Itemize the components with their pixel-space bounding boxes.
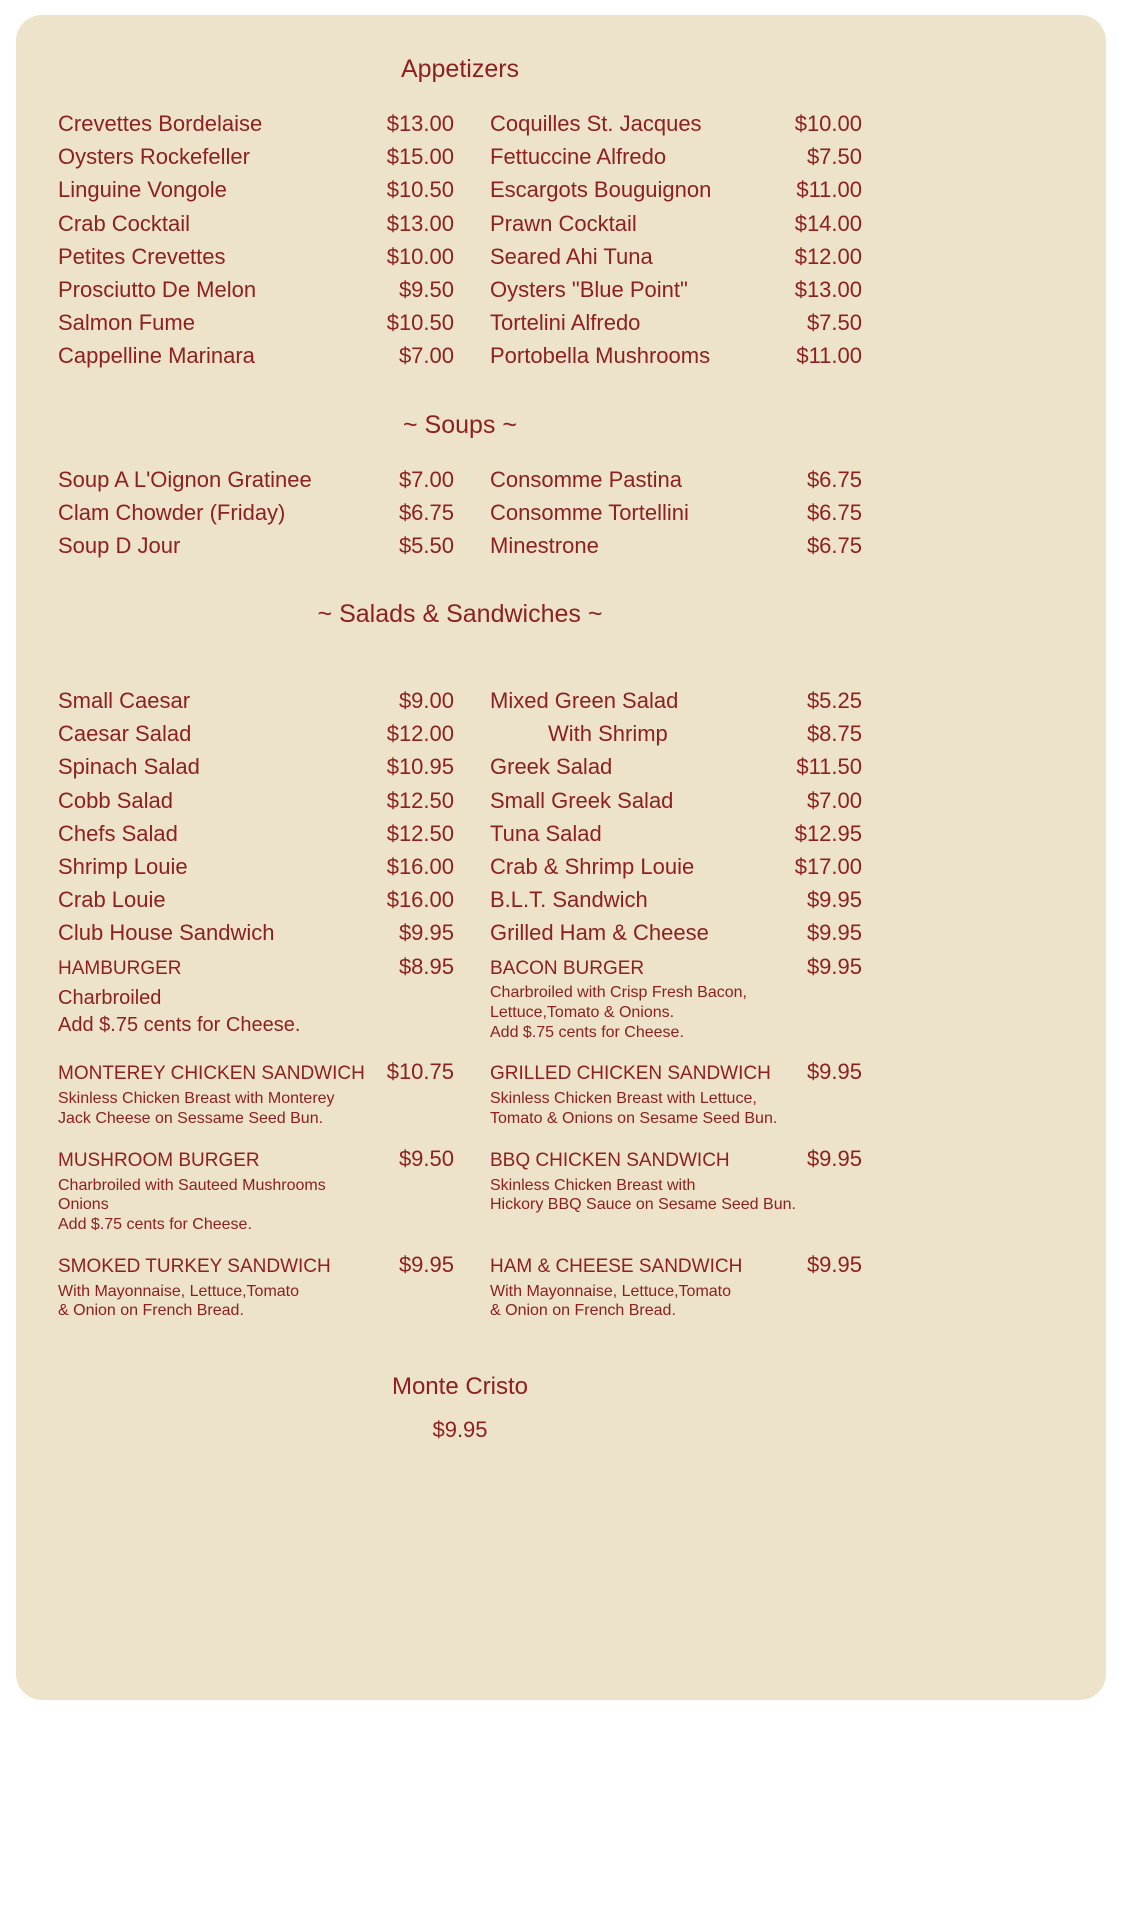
menu-row	[58, 888, 862, 912]
item-description-line: Skinless Chicken Breast with Monterey	[58, 1090, 335, 1108]
menu-item	[58, 534, 454, 558]
item-price: $17.00	[794, 854, 862, 879]
menu-row	[58, 921, 862, 945]
item-name: HAMBURGER	[58, 957, 182, 979]
menu-item	[58, 1253, 454, 1321]
menu-item	[490, 245, 862, 269]
item-description	[490, 983, 862, 1042]
item-description-line: Add $.75 cents for Cheese.	[58, 1215, 252, 1233]
item-name: Soup A L'Oignon Gratinee	[58, 466, 312, 492]
item-description-line: Jack Cheese on Sessame Seed Bun.	[58, 1110, 324, 1128]
item-name: Seared Ahi Tuna	[490, 243, 653, 269]
item-description-line: Onions	[58, 1196, 109, 1214]
item-name: Cappelline Marinara	[58, 343, 255, 369]
menu-item	[490, 722, 862, 746]
menu-item	[58, 955, 454, 1043]
section-title: ~ Soups ~	[403, 410, 517, 439]
item-line	[58, 855, 454, 879]
item-price: $7.50	[806, 310, 862, 336]
item-line	[490, 755, 862, 779]
menu-item	[58, 178, 454, 202]
item-description-line: Skinless Chicken Breast with	[490, 1176, 696, 1194]
menu-section	[58, 411, 862, 559]
item-line	[490, 212, 862, 236]
item-line	[58, 888, 454, 912]
item-line	[490, 822, 862, 846]
item-price: $7.50	[806, 144, 862, 170]
item-price: $6.75	[398, 499, 454, 525]
menu-item	[490, 1147, 862, 1235]
menu-row	[58, 855, 862, 879]
menu-item	[58, 344, 454, 368]
item-name: BBQ CHICKEN SANDWICH	[490, 1149, 730, 1171]
menu-row	[58, 501, 862, 525]
menu-item	[58, 468, 454, 492]
menu-row	[58, 311, 862, 335]
item-name: B.L.T. Sandwich	[490, 887, 648, 913]
item-name: Small Greek Salad	[490, 787, 674, 813]
item-name: Small Caesar	[58, 688, 191, 714]
item-price: $12.50	[386, 820, 454, 846]
menu-item	[490, 822, 862, 846]
item-price: $5.25	[806, 688, 862, 714]
menu-sections	[58, 55, 862, 1321]
item-line	[58, 755, 454, 779]
menu-item	[490, 921, 862, 945]
item-price: $13.00	[794, 276, 862, 302]
menu-row	[58, 722, 862, 746]
item-description	[58, 1089, 454, 1128]
menu-section	[58, 55, 862, 369]
item-description	[58, 1176, 454, 1235]
menu-item	[58, 212, 454, 236]
item-line	[490, 534, 862, 558]
item-line	[58, 722, 454, 746]
item-line	[490, 888, 862, 912]
item-name: Tortelini Alfredo	[490, 310, 641, 336]
menu-row	[58, 789, 862, 813]
item-line	[58, 689, 454, 713]
item-name: Mixed Green Salad	[490, 688, 679, 714]
menu-item	[58, 888, 454, 912]
item-description-line: With Mayonnaise, Lettuce,Tomato	[490, 1282, 732, 1300]
item-name: With Shrimp	[548, 721, 668, 747]
menu-item	[490, 311, 862, 335]
item-price: $9.95	[806, 1145, 862, 1171]
menu-item	[490, 344, 862, 368]
item-name: Club House Sandwich	[58, 920, 275, 946]
item-price: $10.50	[386, 310, 454, 336]
item-line	[58, 921, 454, 945]
item-name: Escargots Bouguignon	[490, 177, 712, 203]
item-price: $10.95	[386, 754, 454, 780]
item-price: $16.00	[386, 854, 454, 879]
item-price: $6.75	[806, 466, 862, 492]
item-price: $8.75	[806, 721, 862, 747]
item-name: SMOKED TURKEY SANDWICH	[58, 1255, 331, 1277]
item-name: Linguine Vongole	[58, 177, 227, 203]
item-name: GRILLED CHICKEN SANDWICH	[490, 1063, 771, 1085]
item-name: Minestrone	[490, 532, 599, 558]
menu-item	[58, 311, 454, 335]
item-price: $9.95	[398, 1251, 454, 1277]
item-price: $11.00	[796, 177, 862, 203]
item-price: $13.00	[386, 111, 454, 136]
menu-item	[490, 855, 862, 879]
menu-row	[58, 344, 862, 368]
item-name: Crab & Shrimp Louie	[490, 854, 695, 879]
item-line	[490, 1060, 862, 1085]
menu-row	[58, 1060, 862, 1128]
menu-item	[490, 145, 862, 169]
item-description-line: Hickory BBQ Sauce on Sesame Seed Bun.	[490, 1196, 796, 1214]
item-name: Spinach Salad	[58, 754, 200, 780]
item-name: Prosciutto De Melon	[58, 276, 257, 302]
item-price: $10.00	[386, 243, 454, 269]
item-description-line: Tomato & Onions on Sesame Seed Bun.	[490, 1110, 778, 1128]
menu-row	[58, 689, 862, 713]
item-description	[490, 1176, 862, 1215]
item-price: $7.00	[398, 466, 454, 492]
item-name: Prawn Cocktail	[490, 210, 637, 236]
item-name: Tuna Salad	[490, 820, 602, 846]
menu-item	[58, 145, 454, 169]
item-name: MONTEREY CHICKEN SANDWICH	[58, 1063, 365, 1085]
menu-row	[58, 534, 862, 558]
item-line	[58, 178, 454, 202]
section-title: ~ Salads & Sandwiches ~	[317, 600, 603, 629]
item-description-line: Skinless Chicken Breast with Lettuce,	[490, 1090, 757, 1108]
item-price: $9.95	[806, 1059, 862, 1085]
item-price: $10.00	[794, 111, 862, 136]
item-price: $12.50	[386, 787, 454, 813]
menu-item	[58, 112, 454, 136]
item-line	[58, 212, 454, 236]
item-line	[58, 501, 454, 525]
item-name: Chefs Salad	[58, 820, 178, 846]
item-description-line: & Onion on French Bread.	[58, 1302, 244, 1320]
item-price: $7.00	[806, 787, 862, 813]
item-price: $6.75	[806, 532, 862, 558]
item-line	[490, 501, 862, 525]
item-price: $9.95	[806, 953, 862, 979]
item-line	[490, 955, 862, 980]
menu-item	[490, 1253, 862, 1321]
item-price: $9.95	[806, 920, 862, 946]
menu-item	[490, 689, 862, 713]
menu-row	[58, 145, 862, 169]
item-line	[490, 921, 862, 945]
item-name: MUSHROOM BURGER	[58, 1149, 260, 1171]
item-line	[490, 689, 862, 713]
item-line	[490, 344, 862, 368]
menu-item	[58, 822, 454, 846]
item-line	[58, 822, 454, 846]
menu-item	[58, 278, 454, 302]
item-line	[58, 145, 454, 169]
item-description	[490, 1282, 862, 1321]
item-line	[58, 789, 454, 813]
menu-item	[490, 278, 862, 302]
item-name: Consomme Tortellini	[490, 499, 689, 525]
item-description-line: Charbroiled with Sauteed Mushrooms	[58, 1176, 326, 1194]
item-line	[58, 1147, 454, 1172]
item-line	[490, 178, 862, 202]
item-description	[58, 1282, 454, 1321]
item-line	[490, 278, 862, 302]
menu-item	[490, 468, 862, 492]
item-description-line: Add $.75 cents for Cheese.	[490, 1023, 684, 1041]
menu-item	[58, 1147, 454, 1235]
item-price: $8.95	[398, 953, 454, 979]
item-line	[58, 1060, 454, 1085]
item-description-line: Lettuce,Tomato & Onions.	[490, 1004, 675, 1022]
menu-section	[58, 600, 862, 1321]
menu-card	[16, 15, 1106, 1700]
item-price: $9.95	[806, 887, 862, 913]
menu-item	[58, 1060, 454, 1128]
item-price: $14.00	[794, 210, 862, 236]
item-line	[58, 534, 454, 558]
item-name: Oysters "Blue Point"	[490, 276, 688, 302]
menu-row	[58, 1147, 862, 1235]
menu-item	[490, 178, 862, 202]
item-price: $9.95	[432, 1416, 488, 1442]
item-price: $16.00	[386, 887, 454, 913]
menu-row	[58, 178, 862, 202]
item-name: Shrimp Louie	[58, 854, 188, 879]
item-line	[58, 278, 454, 302]
item-name: HAM & CHEESE SANDWICH	[490, 1255, 743, 1277]
item-name: Monte Cristo	[391, 1372, 529, 1400]
menu-item	[58, 689, 454, 713]
item-name: Portobella Mushrooms	[490, 343, 711, 369]
item-line	[58, 245, 454, 269]
item-price: $11.50	[796, 754, 862, 780]
menu-row	[58, 822, 862, 846]
item-name: Fettuccine Alfredo	[490, 144, 667, 170]
item-line	[490, 722, 862, 746]
menu-row	[58, 468, 862, 492]
menu-item	[58, 501, 454, 525]
item-line	[490, 468, 862, 492]
footer-item	[58, 1373, 862, 1443]
menu-row	[58, 1253, 862, 1321]
item-name: Crab Louie	[58, 887, 166, 913]
item-name: Clam Chowder (Friday)	[58, 499, 286, 525]
item-price: $9.95	[398, 920, 454, 946]
item-line	[490, 145, 862, 169]
item-line	[490, 1147, 862, 1172]
item-name: Caesar Salad	[58, 721, 192, 747]
item-description-line: Charbroiled	[58, 987, 162, 1010]
item-line	[58, 344, 454, 368]
item-price: $9.50	[398, 276, 454, 302]
item-line	[58, 112, 454, 136]
item-line	[490, 311, 862, 335]
item-price: $9.50	[398, 1145, 454, 1171]
item-name: Crevettes Bordelaise	[58, 111, 263, 136]
menu-item	[490, 112, 862, 136]
item-name: Salmon Fume	[58, 310, 195, 336]
item-line	[58, 311, 454, 335]
item-price: $10.50	[386, 177, 454, 203]
menu-item	[58, 722, 454, 746]
item-price: $10.75	[386, 1059, 454, 1085]
item-price: $12.00	[386, 721, 454, 747]
item-price: $12.00	[794, 243, 862, 269]
item-description-line: Add $.75 cents for Cheese.	[58, 1013, 301, 1036]
item-description	[58, 985, 454, 1038]
item-line	[58, 955, 454, 980]
item-line	[490, 1253, 862, 1278]
menu-item	[58, 789, 454, 813]
menu-item	[58, 921, 454, 945]
item-line	[490, 112, 862, 136]
item-line	[490, 245, 862, 269]
item-description-line: Charbroiled with Crisp Fresh Bacon,	[490, 984, 747, 1002]
item-name: Petites Crevettes	[58, 243, 226, 269]
menu-item	[58, 855, 454, 879]
item-line	[490, 789, 862, 813]
item-line	[58, 1253, 454, 1278]
item-name: Coquilles St. Jacques	[490, 111, 702, 136]
menu-item	[490, 755, 862, 779]
item-name: Grilled Ham & Cheese	[490, 920, 709, 946]
menu-item	[490, 1060, 862, 1128]
menu-row	[58, 955, 862, 1043]
menu-row	[58, 278, 862, 302]
menu-item	[490, 888, 862, 912]
menu-item	[490, 955, 862, 1043]
menu-row	[58, 112, 862, 136]
item-price: $7.00	[398, 343, 454, 369]
item-price: $15.00	[386, 144, 454, 170]
item-price: $9.00	[398, 688, 454, 714]
item-name: Cobb Salad	[58, 787, 173, 813]
item-price: $9.95	[806, 1251, 862, 1277]
menu-item	[490, 212, 862, 236]
item-line	[58, 468, 454, 492]
menu-row	[58, 245, 862, 269]
menu-item	[490, 534, 862, 558]
item-name: BACON BURGER	[490, 957, 645, 979]
item-name: Soup D Jour	[58, 532, 181, 558]
item-price: $6.75	[806, 499, 862, 525]
item-price: $13.00	[386, 210, 454, 236]
menu-row	[58, 755, 862, 779]
item-name: Greek Salad	[490, 754, 613, 780]
item-price: $12.95	[794, 820, 862, 846]
menu-item	[490, 789, 862, 813]
item-price: $5.50	[398, 532, 454, 558]
item-line	[490, 855, 862, 879]
item-price: $11.00	[796, 343, 862, 369]
menu-content	[58, 55, 862, 1443]
section-title: Appetizers	[400, 55, 520, 83]
item-name: Consomme Pastina	[490, 466, 682, 492]
menu-item	[58, 755, 454, 779]
menu-row	[58, 212, 862, 236]
menu-item	[490, 501, 862, 525]
item-description-line: With Mayonnaise, Lettuce,Tomato	[58, 1282, 300, 1300]
item-name: Oysters Rockefeller	[58, 144, 250, 170]
menu-item	[58, 245, 454, 269]
item-description-line: & Onion on French Bread.	[490, 1302, 676, 1320]
item-name: Crab Cocktail	[58, 210, 191, 236]
item-description	[490, 1089, 862, 1128]
